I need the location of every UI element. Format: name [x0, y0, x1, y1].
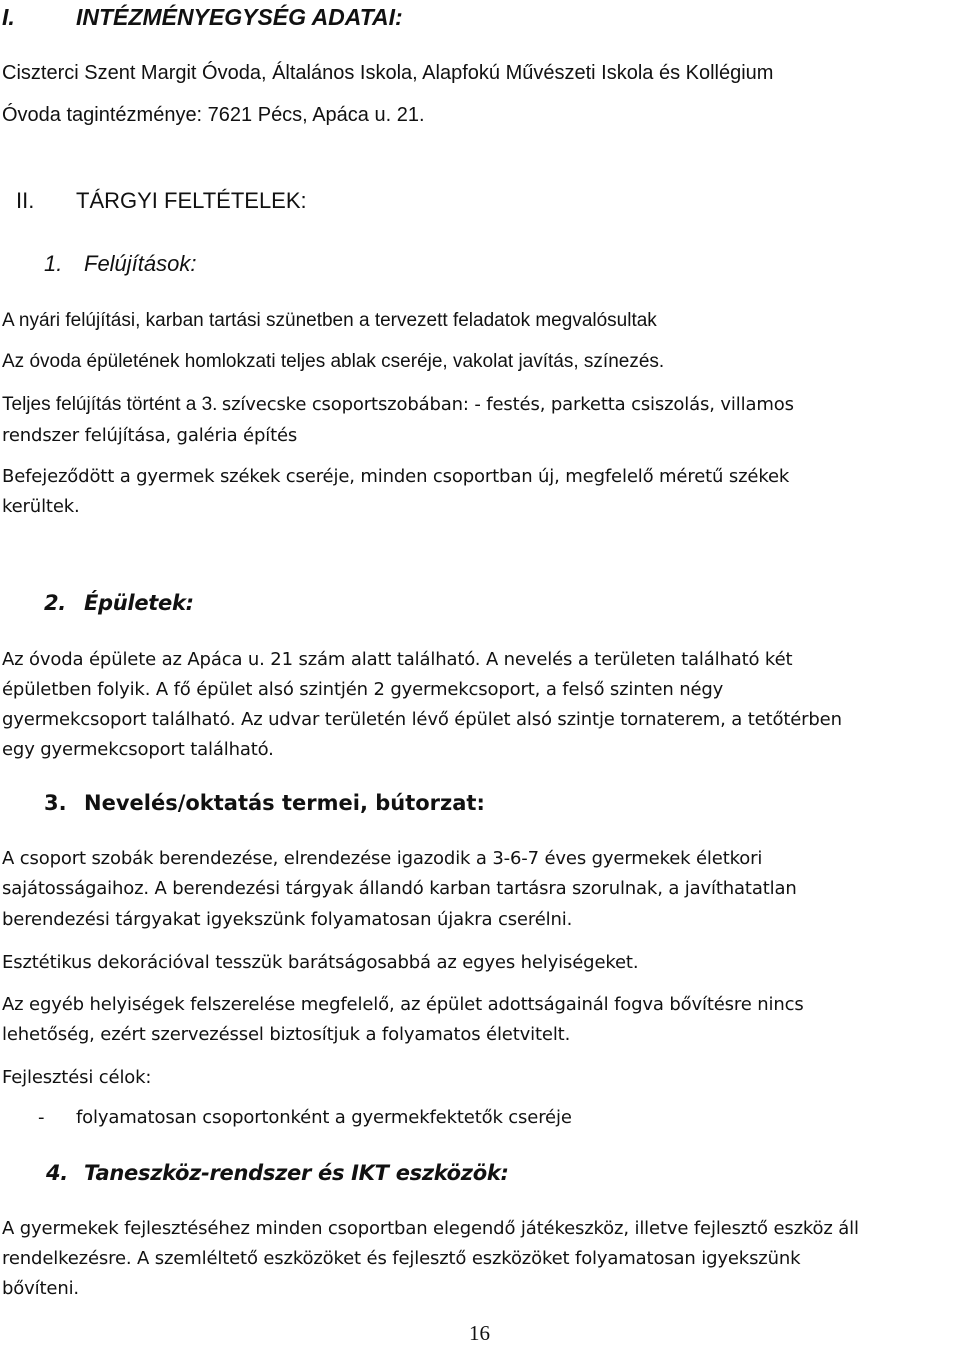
renovation-paragraph-3-line-2: rendszer felújítása, galéria építés [2, 425, 298, 446]
rooms-paragraph-1-line-1: A csoport szobák berendezése, elrendezése igazodik a 3-6-7 éves gyermekek életkori [2, 848, 763, 869]
buildings-line-3: gyermekcsoport található. Az udvar területén lévő épület alsó szintje tornaterem, a tetőtérben [2, 709, 842, 730]
rooms-paragraph-2: Esztétikus dekorációval tesszük barátságosabbá az egyes helyiségeket. [2, 952, 639, 973]
tools-line-3: bővíteni. [2, 1278, 80, 1299]
institution-address: Óvoda tagintézménye: 7621 Pécs, Apáca u. 21. [2, 104, 425, 126]
section-2-title: TÁRGYI FELTÉTELEK: [76, 188, 307, 213]
renovation-paragraph-2: Az óvoda épületének homlokzati teljes ablak cseréje, vakolat javítás, színezés. [2, 351, 665, 372]
buildings-line-4: egy gyermekcsoport található. [2, 739, 274, 760]
renovation-paragraph-4-line-2: kerültek. [2, 496, 80, 517]
development-goals-label: Fejlesztési célok: [2, 1067, 152, 1088]
renovation-paragraph-3-start: Teljes felújítás történt a 3. [2, 394, 218, 415]
buildings-line-2: épületben folyik. A fő épület alsó szintjén 2 gyermekcsoport, a felső szinten négy [2, 679, 724, 700]
renovation-paragraph-3-rest: szívecske csoportszobában: - festés, parketta csiszolás, villamos [221, 394, 794, 415]
buildings-line-1: Az óvoda épülete az Apáca u. 21 szám alatt található. A nevelés a területen található két [2, 649, 793, 670]
rooms-paragraph-3-line-1: Az egyéb helyiségek felszerelése megfelelő, az épület adottságainál fogva bővítésre nincs [2, 994, 804, 1015]
renovation-paragraph-3 [2, 394, 794, 416]
subsection-1-title: Felújítások: [84, 251, 197, 276]
subsection-4-number: 4. [46, 1161, 68, 1185]
renovation-paragraph-1: A nyári felújítási, karban tartási szünetben a tervezett feladatok megvalósultak [2, 310, 657, 331]
bullet-marker: - [38, 1107, 45, 1128]
section-1-title: INTÉZMÉNYEGYSÉG ADATAI: [76, 4, 403, 30]
subsection-1-number: 1. [44, 251, 63, 276]
institution-name: Ciszterci Szent Margit Óvoda, Általános Iskola, Alapfokú Művészeti Iskola és Kollégium [2, 62, 774, 84]
section-1-numeral: I. [2, 4, 15, 30]
subsection-3-number: 3. [44, 791, 67, 815]
section-2-numeral: II. [16, 188, 35, 213]
subsection-2-number: 2. [44, 591, 66, 615]
subsection-4-title: Taneszköz-rendszer és IKT eszközök: [84, 1161, 509, 1185]
rooms-paragraph-3-line-2: lehetőség, ezért szervezéssel biztosítjuk a folyamatos életvitelt. [2, 1024, 571, 1045]
renovation-paragraph-4-line-1: Befejeződött a gyermek székek cseréje, minden csoportban új, megfelelő méretű székek [2, 466, 790, 487]
page-number: 16 [469, 1321, 490, 1345]
subsection-3-title: Nevelés/oktatás termei, bútorzat: [84, 791, 485, 815]
tools-line-2: rendelkezésre. A szemléltető eszközöket és fejlesztő eszközöket folyamatosan igyekszünk [2, 1248, 801, 1269]
tools-line-1: A gyermekek fejlesztéséhez minden csoportban elegendő játékeszköz, illetve fejlesztő eszköz áll [2, 1218, 859, 1239]
subsection-2-title: Épületek: [84, 591, 194, 615]
development-goal-item: folyamatosan csoportonként a gyermekfektetők cseréje [76, 1107, 572, 1128]
rooms-paragraph-1-line-3: berendezési tárgyakat igyekszünk folyamatosan újakra cserélni. [2, 909, 573, 930]
rooms-paragraph-1-line-2: sajátosságaihoz. A berendezési tárgyak állandó karban tartásra szorulnak, a javíthatatlan [2, 878, 797, 899]
